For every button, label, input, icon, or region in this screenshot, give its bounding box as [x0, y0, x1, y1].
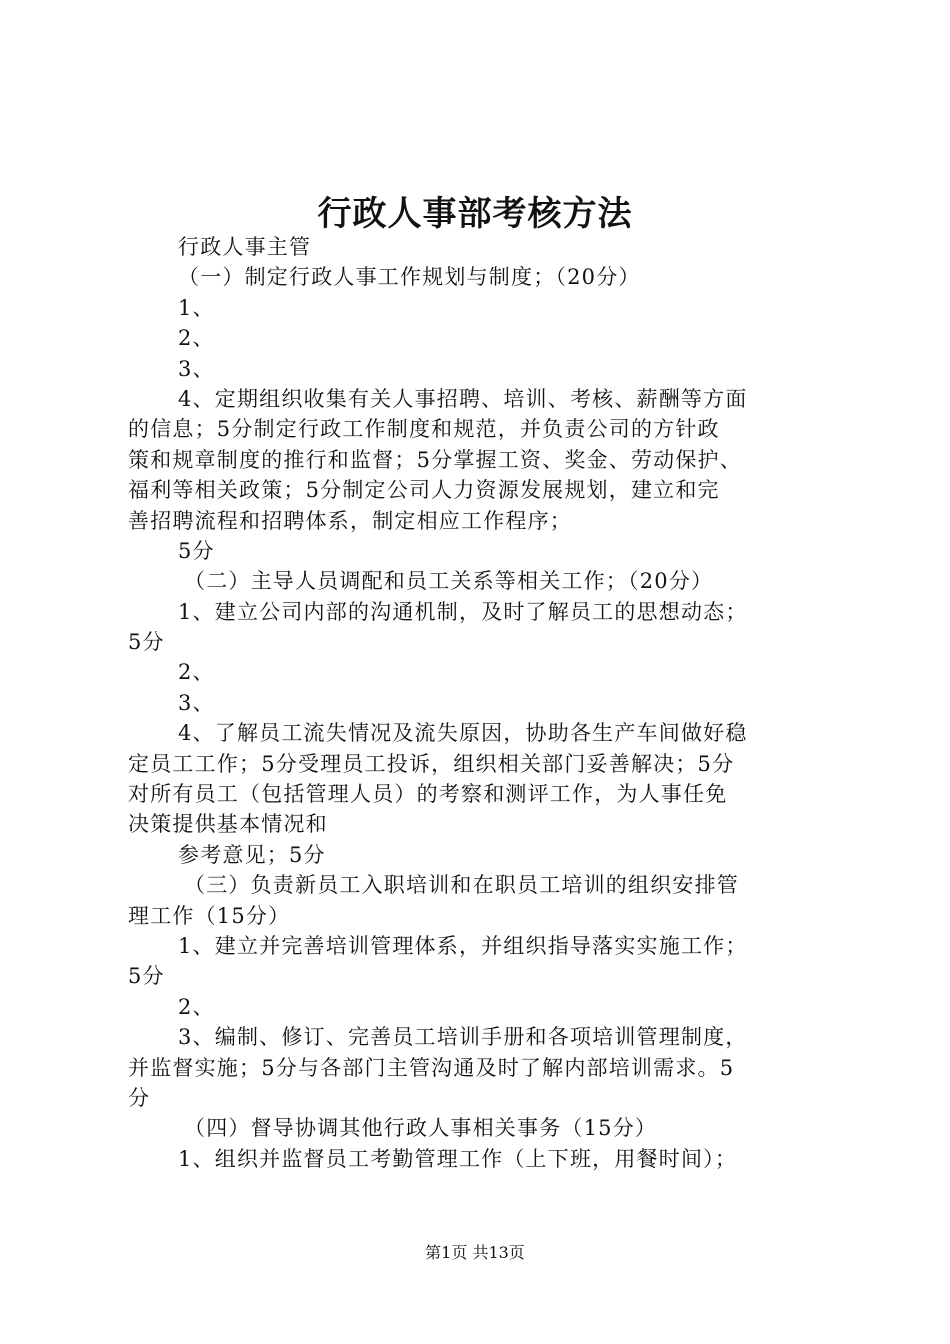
- text-line: 理工作（15分）: [128, 903, 291, 928]
- text-line: 对所有员工（包括管理人员）的考察和测评工作，为人事任免: [128, 782, 728, 807]
- text-line: 参考意见；5分: [178, 842, 326, 867]
- text-line: 并监督实施；5分与各部门主管沟通及时了解内部培训需求。5: [128, 1055, 735, 1080]
- list-item: 3、: [178, 690, 215, 715]
- text-line: 行政人事主管: [178, 235, 312, 259]
- list-item: 4、了解员工流失情况及流失原因，协助各生产车间做好稳: [178, 721, 748, 746]
- list-item: 1、建立公司内部的沟通机制，及时了解员工的思想动态；: [178, 599, 748, 624]
- list-item: 2、: [178, 660, 215, 685]
- section-heading: （二）主导人员调配和员工关系等相关工作；（20分）: [184, 569, 714, 594]
- section-heading: （四）督导协调其他行政人事相关事务（15分）: [184, 1116, 658, 1141]
- document-body: [128, 232, 830, 1174]
- text-line: 5分: [128, 630, 165, 655]
- text-line: 善招聘流程和招聘体系，制定相应工作程序；: [128, 508, 572, 533]
- list-item: 1、组织并监督员工考勤管理工作（上下班，用餐时间）；: [178, 1146, 738, 1171]
- list-item: 2、: [178, 994, 215, 1019]
- text-line: 5分: [128, 964, 165, 989]
- list-item: 1、: [178, 295, 215, 320]
- text-line: 定员工工作；5分受理员工投诉，组织相关部门妥善解决；5分: [128, 751, 735, 776]
- text-line: 策和规章制度的推行和监督；5分掌握工资、奖金、劳动保护、: [128, 447, 742, 472]
- text-line: 5分: [178, 538, 215, 563]
- text-line: 分: [128, 1085, 151, 1110]
- list-item: 3、: [178, 356, 215, 381]
- text-line: 决策提供基本情况和: [128, 812, 328, 837]
- list-item: 1、建立并完善培训管理体系，并组织指导落实实施工作；: [178, 933, 748, 958]
- document-title: 行政人事部考核方法: [317, 194, 633, 234]
- page-number: 第1页 共13页: [425, 1243, 525, 1262]
- list-item: 3、编制、修订、完善员工培训手册和各项培训管理制度，: [178, 1025, 748, 1050]
- list-item: 4、定期组织收集有关人事招聘、培训、考核、薪酬等方面: [178, 386, 748, 411]
- text-line: 的信息；5分制定行政工作制度和规范，并负责公司的方针政: [128, 417, 720, 442]
- list-item: 2、: [178, 326, 215, 351]
- text-line: 福利等相关政策；5分制定公司人力资源发展规划，建立和完: [128, 478, 720, 503]
- section-heading: （一）制定行政人事工作规划与制度；（20分）: [178, 265, 641, 290]
- section-heading: （三）负责新员工入职培训和在职员工培训的组织安排管: [184, 873, 739, 898]
